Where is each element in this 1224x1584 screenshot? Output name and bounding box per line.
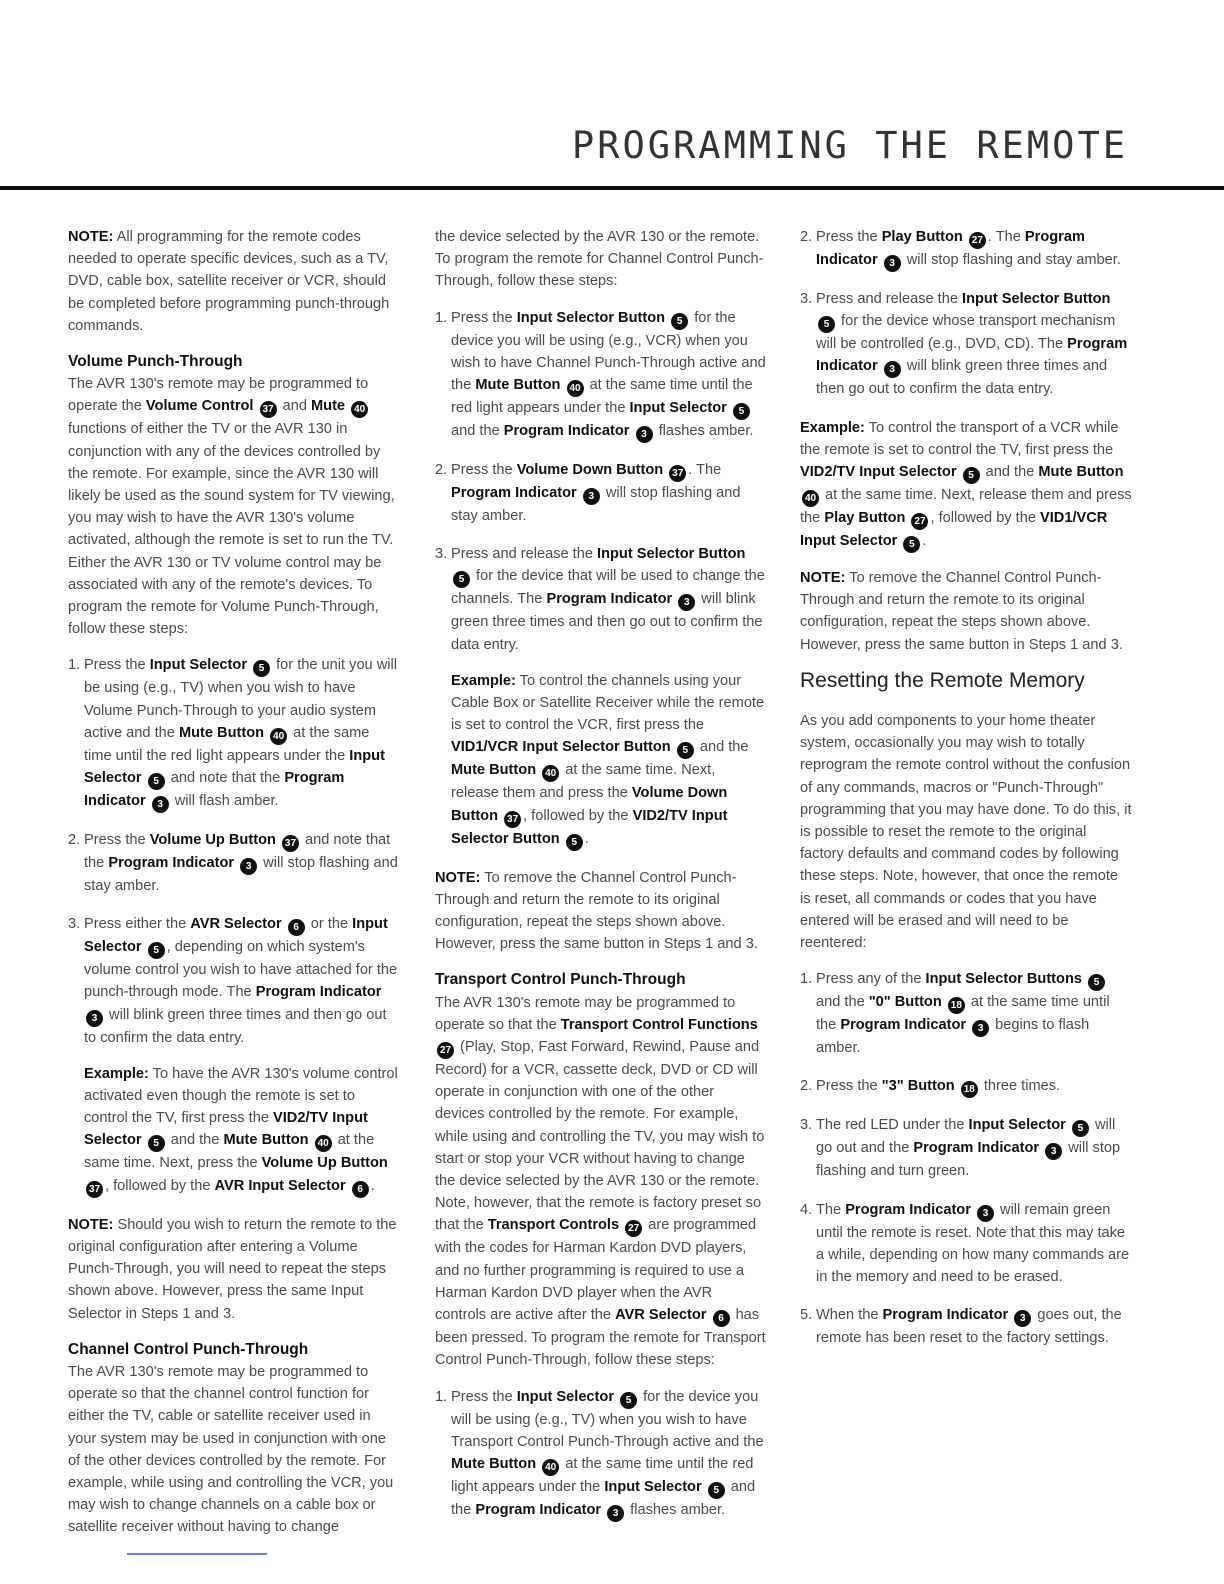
callout-badge: 5	[963, 467, 980, 484]
term: Volume Control	[145, 398, 254, 415]
text: , depending on which system's volume control you wish to have attached for the punch-through mode. The	[84, 939, 398, 1001]
term: Input Selector Button	[516, 309, 666, 326]
reset-intro: As you add components to your home theater system, occasionally you may wish to totally reprogram the remote control without the confusion of any commands, macros or "Punch-Through" programming that you may have done. To do this, it is possible to reset the remote to the original factory defaults and command codes by following these steps. Note, however, that once the remote is reset, all commands or codes that you have entered will be erased and will need to be reentered:	[800, 713, 1132, 952]
text: at the same time until the red light appears under the	[451, 377, 753, 417]
callout-badge: 40	[270, 728, 287, 745]
text: Press the	[816, 1078, 882, 1095]
callout-badge: 3	[152, 796, 169, 813]
text: , followed by the	[523, 807, 633, 824]
example-label: Example:	[800, 419, 865, 436]
callout-badge: 5	[818, 316, 835, 333]
term: VID1/VCR Input Selector	[800, 510, 1108, 550]
example-label: Example:	[84, 1065, 149, 1082]
text: will remain green until the remote is reset. Note that this may take a while, depending on how many commands are in the memory and need to be erased.	[816, 1201, 1130, 1286]
term: Mute Button	[451, 1455, 537, 1472]
callout-badge: 27	[437, 1042, 454, 1059]
page-title: PROGRAMMING THE REMOTE	[571, 124, 1128, 167]
note-label: NOTE:	[800, 570, 846, 587]
term: Input Selector Button	[597, 546, 746, 563]
term: Program Indicator	[475, 1501, 602, 1518]
term: VID2/TV Input Selector	[84, 1110, 368, 1149]
step-number: 1.	[800, 971, 813, 988]
callout-badge: 37	[282, 835, 299, 852]
note-text: To remove the Channel Control Punch-Through and return the remote to its original configuration, repeat the steps shown above. However, press the same button in Steps 1 and 3.	[800, 570, 1123, 653]
text: or the	[306, 916, 353, 933]
step-number: 1.	[435, 1388, 448, 1405]
text: (Play, Stop, Fast Forward, Rewind, Pause and Record) for a VCR, cassette deck, DVD or CD will operate in conjunction with one of the other devices controlled by the remote. For example, while using and controlling the TV, you may wish to start or stop your VCR without having to change the device selected by the AVR 130 or the remote. Note, however, that the remote is factory preset so that the	[435, 1039, 765, 1234]
callout-badge: 5	[453, 571, 470, 588]
callout-badge: 18	[961, 1081, 978, 1098]
note-paragraph	[68, 1214, 400, 1325]
term: Input Selector	[84, 916, 388, 956]
term: Program Indicator	[816, 229, 1085, 268]
text: are programmed with the codes for Harman Kardon DVD players, and no further programming is required to use a Harman Kardon DVD player when the AVR controls are active after the	[435, 1217, 757, 1324]
callout-badge: 5	[148, 1135, 165, 1152]
callout-badge: 3	[678, 594, 695, 611]
text: begins to flash amber.	[816, 1017, 1090, 1057]
callout-badge: 37	[669, 465, 686, 482]
term: Volume Up Button	[149, 832, 276, 849]
callout-badge: 3	[972, 1020, 989, 1037]
text: for the device that will be used to change the channels. The	[451, 568, 765, 608]
callout-badge: 40	[802, 490, 819, 507]
text: Press and release the	[451, 546, 598, 563]
term: Input Selector Button	[962, 291, 1111, 307]
term: Program Indicator	[255, 984, 382, 1001]
channel-intro: The AVR 130's remote may be programmed to operate so that the channel control function for either the TV, cable or satellite receiver used in your system may be used in conjunction with one of the other devices controlled by the remote. For example, while using and controlling the VCR, you may wish to change channels on a cable box or satellite receiver without having to change	[68, 1363, 394, 1536]
text: at the same time. Next, release them and press the	[451, 762, 716, 802]
step	[68, 913, 400, 1197]
step	[68, 654, 400, 813]
term: Mute Button	[451, 762, 537, 779]
column-3	[800, 226, 1132, 1365]
step	[800, 1075, 1132, 1098]
term: Program Indicator	[913, 1140, 1040, 1157]
callout-badge: 5	[903, 536, 920, 553]
callout-badge: 3	[607, 1505, 624, 1522]
callout-badge: 3	[1045, 1143, 1062, 1160]
term: Mute Button	[475, 377, 561, 394]
text: three times.	[979, 1078, 1061, 1095]
callout-badge: 27	[969, 232, 986, 249]
step	[800, 1114, 1132, 1182]
step-number: 1.	[435, 309, 448, 326]
text: at the same time until the red light appears under the	[451, 1455, 754, 1495]
text: for the device whose transport mechanism will be controlled (e.g., DVD, CD). The	[816, 313, 1116, 353]
step	[435, 307, 767, 443]
step	[800, 226, 1132, 272]
text: Press the	[816, 229, 882, 245]
text: will stop flashing and stay amber.	[902, 252, 1121, 268]
callout-badge: 40	[542, 765, 559, 782]
text: at the same time until the red light appears under the	[84, 724, 370, 764]
callout-badge: 37	[504, 811, 521, 828]
transport-steps-continued	[800, 226, 1132, 401]
step-number: 2.	[800, 1078, 813, 1095]
text: for the device you will be using (e.g., VCR) when you wish to have Channel Punch-Through active and the	[451, 309, 766, 394]
text: .	[922, 533, 927, 550]
text: , followed by the	[930, 510, 1041, 527]
text: The	[816, 1201, 846, 1218]
term: Input Selector	[84, 747, 385, 787]
callout-badge: 3	[636, 426, 653, 443]
term: Program Indicator	[503, 423, 630, 440]
term: Input Selector	[968, 1117, 1066, 1134]
text: Press the	[451, 1388, 517, 1405]
term: Mute Button	[178, 724, 265, 741]
text: Press any of the	[816, 971, 926, 988]
step-number: 2.	[435, 462, 448, 479]
term: Transport Controls	[487, 1217, 620, 1234]
callout-badge: 3	[884, 255, 901, 272]
note-text: To remove the Channel Control Punch-Through and return the remote to its original configuration, repeat the steps shown above. However, press the same button in Steps 1 and 3.	[435, 869, 758, 953]
callout-badge: 3	[240, 858, 257, 875]
term: Input Selector	[149, 657, 248, 674]
callout-badge: 40	[351, 401, 368, 418]
text: The AVR 130's remote may be programmed to operate so that the	[435, 994, 736, 1033]
callout-badge: 5	[708, 1482, 725, 1499]
callout-badge: 5	[148, 773, 165, 790]
term: AVR Selector	[190, 916, 282, 933]
term: Volume Down Button	[516, 462, 664, 479]
callout-badge: 40	[542, 1459, 559, 1476]
note-text: Should you wish to return the remote to the original configuration after entering a Volume Punch-Through, you will need to repeat the steps shown above. However, press the same Input Selector in Steps 1 and 3.	[68, 1216, 397, 1322]
step-number: 1.	[68, 657, 81, 674]
term: Input Selector	[604, 1478, 702, 1495]
note-label: NOTE:	[68, 1216, 114, 1233]
text: will stop flashing and turn green.	[816, 1140, 1121, 1180]
text: flashes amber.	[626, 1501, 726, 1518]
term: "0" Button	[868, 994, 942, 1011]
section-heading-reset: Resetting the Remote Memory	[800, 668, 1085, 692]
text: at the same time. Next, press the	[84, 1132, 375, 1172]
text: Press and release the	[816, 291, 963, 307]
note-label: NOTE:	[435, 869, 481, 886]
note-paragraph	[800, 567, 1132, 656]
step-number: 4.	[800, 1201, 813, 1218]
text: To control the channels using your Cable Box or Satellite Receiver while the remote is set to control the VCR, first press the	[451, 672, 765, 734]
text: . The	[688, 462, 722, 479]
step-number: 2.	[800, 229, 813, 245]
text: and note that the	[166, 770, 285, 787]
callout-badge: 6	[352, 1181, 369, 1198]
text: When the	[816, 1307, 883, 1324]
term: Program Indicator	[816, 336, 1128, 375]
column-2	[435, 226, 767, 1538]
text: Press the	[84, 832, 150, 849]
callout-badge: 18	[948, 997, 965, 1014]
text: will blink green three times and then go out to confirm the data entry.	[451, 591, 763, 653]
callout-badge: 40	[567, 380, 584, 397]
step-number: 3.	[800, 291, 813, 307]
volume-steps	[68, 654, 400, 1197]
term: Program Indicator	[840, 1017, 967, 1034]
term: "3" Button	[881, 1078, 955, 1095]
term: Mute Button	[223, 1132, 309, 1149]
transport-intro	[435, 992, 767, 1372]
callout-badge: 27	[625, 1220, 642, 1237]
step	[435, 1386, 767, 1522]
text: and the	[451, 1478, 756, 1518]
text: will stop flashing and stay amber.	[84, 855, 398, 895]
text: for the unit you will be using (e.g., TV) when you wish to have Volume Punch-Through to your audio system active and the	[84, 657, 397, 741]
step	[800, 1304, 1132, 1349]
text: .	[370, 1177, 375, 1194]
text: Press the	[451, 309, 517, 326]
step	[435, 543, 767, 850]
example-paragraph	[84, 1063, 400, 1198]
note-paragraph	[435, 867, 767, 956]
term: Input Selector	[629, 400, 727, 417]
step	[435, 459, 767, 527]
callout-badge: 37	[86, 1181, 103, 1198]
term: Play Button	[881, 229, 963, 245]
callout-badge: 5	[148, 942, 165, 959]
term: VID2/TV Input Selector Button	[451, 807, 728, 847]
volume-intro	[68, 373, 400, 640]
term: VID1/VCR Input Selector Button	[451, 739, 671, 756]
text: .	[584, 830, 589, 847]
callout-badge: 5	[253, 660, 270, 677]
step-number: 3.	[435, 546, 448, 563]
term: Program Indicator	[845, 1201, 971, 1218]
channel-intro-continued: the device selected by the AVR 130 or the remote. To program the remote for Channel Control Punch-Through, follow these steps:	[435, 229, 764, 290]
text: flashes amber.	[654, 423, 754, 440]
text: The AVR 130's remote may be programmed to operate the	[68, 376, 369, 415]
step-number: 5.	[800, 1307, 813, 1324]
step	[800, 288, 1132, 401]
header-rule	[0, 186, 1224, 190]
transport-steps	[435, 1386, 767, 1522]
callout-badge: 5	[566, 834, 583, 851]
text: Press the	[451, 462, 517, 479]
callout-badge: 6	[288, 919, 305, 936]
term: Program Indicator	[108, 855, 235, 872]
term: Volume Down Button	[451, 785, 728, 824]
text: and	[278, 398, 311, 415]
text: goes out, the remote has been reset to the factory settings.	[816, 1307, 1122, 1347]
term: Transport Control Functions	[560, 1016, 758, 1033]
channel-steps	[435, 307, 767, 851]
text: will blink green three times and then go out to confirm the data entry.	[816, 358, 1108, 398]
text: and the	[981, 464, 1039, 481]
term: Input Selector Buttons	[925, 971, 1082, 988]
term: AVR Input Selector	[214, 1177, 346, 1194]
term: Volume Up Button	[261, 1155, 388, 1172]
term: Input Selector	[516, 1388, 615, 1405]
callout-badge: 3	[977, 1205, 994, 1222]
note-paragraph	[68, 226, 400, 337]
callout-badge: 5	[733, 403, 750, 420]
term: Program Indicator	[882, 1307, 1009, 1324]
callout-badge: 3	[1014, 1310, 1031, 1327]
callout-badge: 5	[677, 742, 694, 759]
callout-badge: 5	[1072, 1120, 1089, 1137]
step	[68, 829, 400, 897]
callout-badge: 6	[713, 1310, 730, 1327]
callout-badge: 40	[315, 1135, 332, 1152]
step-number: 3.	[800, 1117, 813, 1134]
term: Program Indicator	[84, 770, 345, 810]
text: will stop flashing and stay amber.	[451, 485, 741, 525]
reset-steps	[800, 968, 1132, 1349]
callout-badge: 5	[671, 313, 688, 330]
text: for the device you will be using (e.g., TV) when you wish to have Transport Control Punch-Through active and the	[451, 1388, 764, 1450]
example-paragraph	[800, 417, 1132, 553]
text: at the same time. Next, release them and press the	[800, 487, 1132, 527]
text: and the	[816, 994, 869, 1011]
callout-badge: 37	[260, 401, 277, 418]
text: and the	[451, 423, 504, 440]
step-number: 3.	[68, 916, 81, 933]
example-paragraph	[451, 670, 767, 851]
footer-rule	[127, 1553, 267, 1555]
term: Mute Button	[1038, 464, 1124, 481]
text: will blink green three times and then go out to confirm the data entry.	[84, 1006, 387, 1046]
text: Press the	[84, 657, 150, 674]
term: Program Indicator	[451, 485, 577, 502]
callout-badge: 27	[911, 513, 928, 530]
text: and the	[695, 739, 749, 756]
text: has been pressed. To program the remote for Transport Control Punch-Through, follow these steps:	[435, 1307, 766, 1369]
section-heading-channel: Channel Control Punch-Through	[68, 1340, 309, 1358]
text: functions of either the TV or the AVR 130 in conjunction with any of the devices controlled by the remote. For example, since the AVR 130 will likely be used as the sound system for TV viewing, you may wish to have the AVR 130's volume activated, although the remote is set to run the TV. Either the AVR 130 or TV volume control may be associated with any of the remote's devices. To program the remote for Volume Punch-Through, follow these steps:	[68, 421, 395, 638]
text: and the	[166, 1132, 224, 1149]
text: . The	[987, 229, 1025, 245]
text: will go out and the	[816, 1117, 1116, 1157]
callout-badge: 3	[884, 361, 901, 378]
note-text: All programming for the remote codes needed to operate specific devices, such as a TV, DVD, cable box, satellite receiver or VCR, should be completed before programming punch-through commands.	[68, 229, 390, 334]
term: AVR Selector	[615, 1307, 707, 1324]
term: Mute	[311, 398, 346, 415]
term: Program Indicator	[546, 591, 673, 608]
text: The red LED under the	[816, 1117, 969, 1134]
text: , followed by the	[105, 1177, 215, 1194]
callout-badge: 3	[86, 1010, 103, 1027]
text: at the same time until the	[816, 994, 1110, 1034]
text: will flash amber.	[170, 793, 279, 810]
section-heading-transport: Transport Control Punch-Through	[435, 971, 686, 989]
callout-badge: 3	[583, 488, 600, 505]
callout-badge: 5	[620, 1392, 637, 1409]
term: VID2/TV Input Selector	[800, 464, 957, 481]
text: Press either the	[84, 916, 191, 933]
column-1	[68, 226, 400, 1539]
text: To control the transport of a VCR while the remote is set to control the TV, first press the	[800, 419, 1119, 458]
step	[800, 968, 1132, 1059]
section-heading-volume: Volume Punch-Through	[68, 353, 243, 371]
text: To have the AVR 130's volume control activated even though the remote is set to control the TV, first press the	[84, 1065, 398, 1127]
note-label: NOTE:	[68, 229, 114, 245]
text: and note that the	[84, 832, 391, 872]
term: Play Button	[824, 510, 906, 527]
callout-badge: 5	[1088, 974, 1105, 991]
step-number: 2.	[68, 832, 81, 849]
step	[800, 1199, 1132, 1289]
example-label: Example:	[451, 672, 516, 689]
